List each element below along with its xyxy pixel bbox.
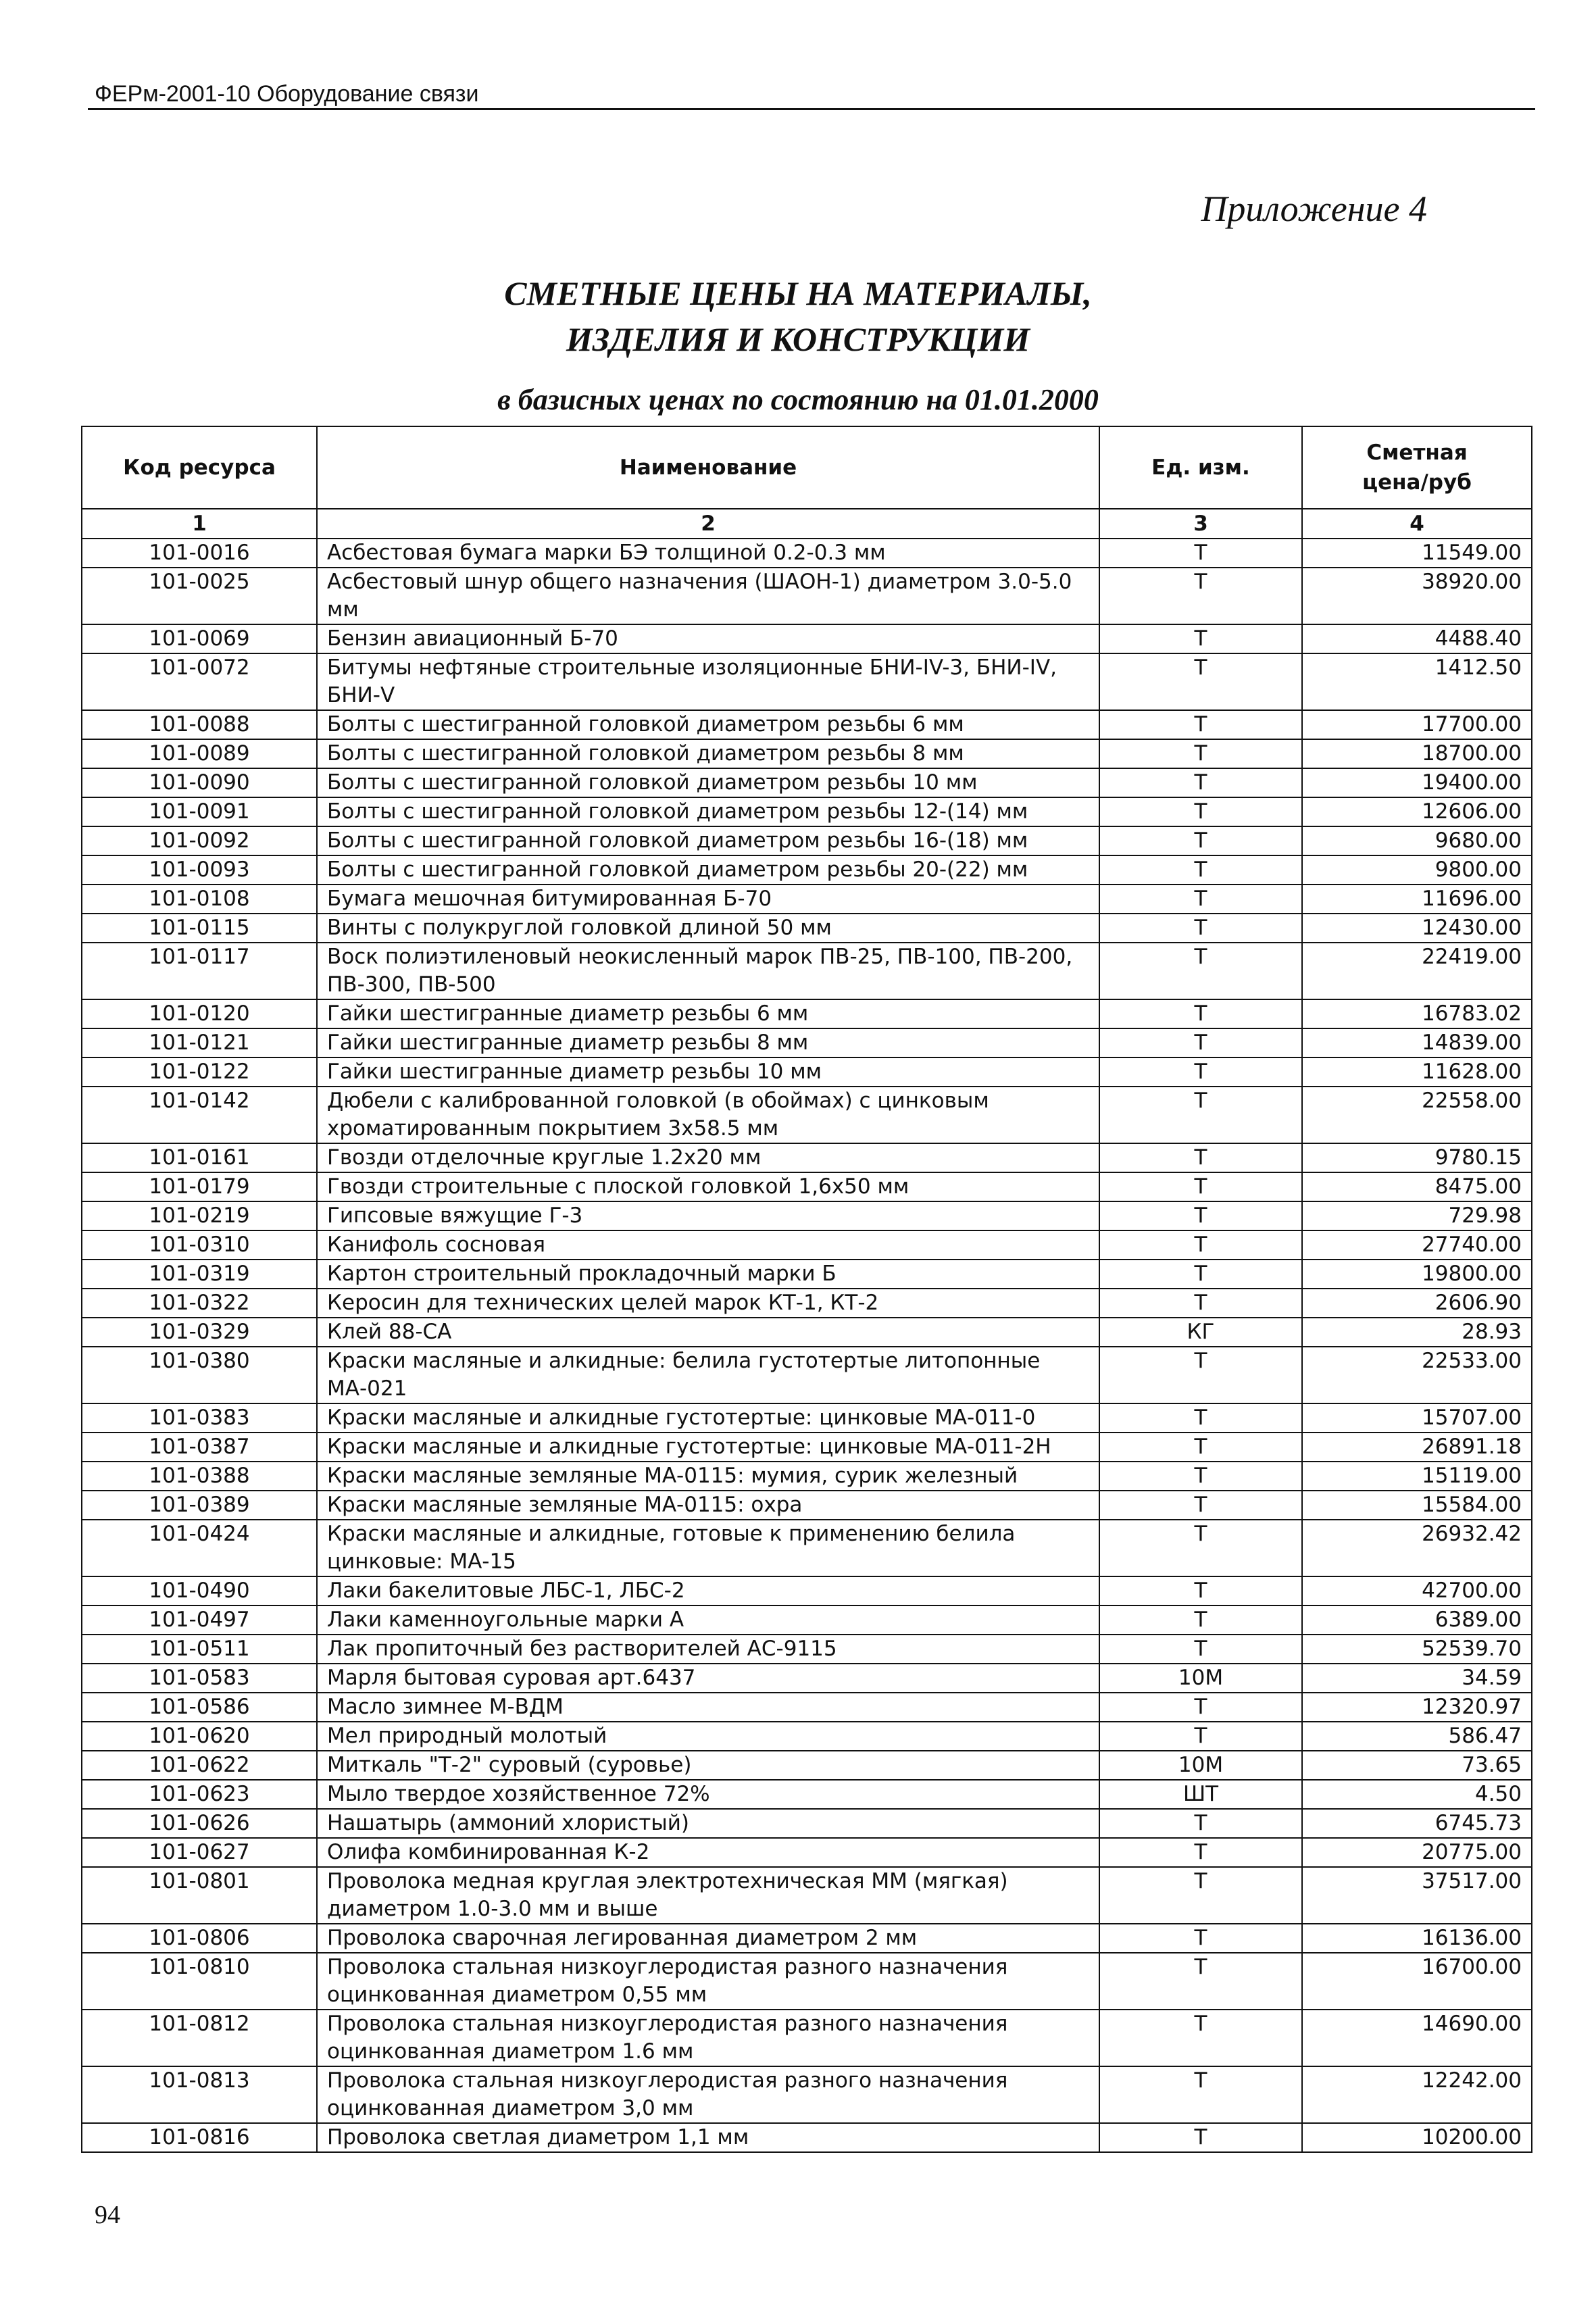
table-row <box>82 2123 1532 2152</box>
column-header-name: Наименование <box>317 426 1099 509</box>
table-row <box>82 855 1532 885</box>
table-row <box>82 653 1532 710</box>
table-row <box>82 943 1532 999</box>
cell-unit: Т <box>1099 710 1302 739</box>
appendix-label: Приложение 4 <box>1201 189 1427 229</box>
cell-unit: 10М <box>1099 1751 1302 1780</box>
cell-name: Марля бытовая суровая арт.6437 <box>317 1664 1099 1693</box>
cell-name: Проволока светлая диаметром 1,1 мм <box>317 2123 1099 2152</box>
cell-name: Болты с шестигранной головкой диаметром резьбы 10 мм <box>317 768 1099 797</box>
cell-unit: Т <box>1099 1635 1302 1664</box>
cell-unit: Т <box>1099 885 1302 914</box>
cell-name: Бензин авиационный Б-70 <box>317 624 1099 653</box>
table-row <box>82 568 1532 624</box>
table-row <box>82 999 1532 1028</box>
cell-unit: Т <box>1099 1260 1302 1289</box>
table-row <box>82 1143 1532 1172</box>
header-rule <box>88 108 1535 110</box>
cell-name: Гайки шестигранные диаметр резьбы 8 мм <box>317 1028 1099 1057</box>
cell-name: Масло зимнее М-ВДМ <box>317 1693 1099 1722</box>
cell-code: 101-0620 <box>82 1722 317 1751</box>
cell-price: 15119.00 <box>1302 1462 1532 1491</box>
cell-code: 101-0812 <box>82 2010 317 2066</box>
cell-unit: Т <box>1099 1924 1302 1953</box>
table-row <box>82 710 1532 739</box>
page-number: 94 <box>95 2201 120 2229</box>
cell-name: Лак пропиточный без растворителей АС-9115 <box>317 1635 1099 1664</box>
cell-unit: Т <box>1099 943 1302 999</box>
cell-code: 101-0806 <box>82 1924 317 1953</box>
table-row <box>82 1751 1532 1780</box>
cell-code: 101-0380 <box>82 1347 317 1403</box>
cell-name: Болты с шестигранной головкой диаметром резьбы 12-(14) мм <box>317 797 1099 826</box>
cell-name: Болты с шестигранной головкой диаметром резьбы 8 мм <box>317 739 1099 768</box>
cell-code: 101-0089 <box>82 739 317 768</box>
cell-unit: Т <box>1099 999 1302 1028</box>
table-row <box>82 1838 1532 1867</box>
cell-unit: Т <box>1099 1576 1302 1605</box>
cell-name: Краски масляные земляные МА-0115: охра <box>317 1491 1099 1520</box>
cell-unit: Т <box>1099 2066 1302 2123</box>
cell-price: 26932.42 <box>1302 1520 1532 1576</box>
cell-name: Воск полиэтиленовый неокисленный марок ПВ-25, ПВ-100, ПВ-200, ПВ-300, ПВ-500 <box>317 943 1099 999</box>
cell-code: 101-0016 <box>82 539 317 568</box>
cell-unit: Т <box>1099 1520 1302 1576</box>
cell-code: 101-0583 <box>82 1664 317 1693</box>
cell-name: Керосин для технических целей марок КТ-1, КТ-2 <box>317 1289 1099 1318</box>
cell-name: Краски масляные и алкидные, готовые к применению белила цинковые: МА-15 <box>317 1520 1099 1576</box>
cell-name: Проволока сварочная легированная диаметром 2 мм <box>317 1924 1099 1953</box>
cell-unit: Т <box>1099 1172 1302 1201</box>
cell-code: 101-0810 <box>82 1953 317 2010</box>
cell-name: Краски масляные и алкидные: белила густотертые литопонные МА-021 <box>317 1347 1099 1403</box>
cell-code: 101-0322 <box>82 1289 317 1318</box>
table-row <box>82 1057 1532 1087</box>
cell-price: 52539.70 <box>1302 1635 1532 1664</box>
cell-price: 11696.00 <box>1302 885 1532 914</box>
cell-name: Гайки шестигранные диаметр резьбы 10 мм <box>317 1057 1099 1087</box>
table-row <box>82 2066 1532 2123</box>
cell-name: Проволока стальная низкоуглеродистая разного назначения оцинкованная диаметром 0,55 мм <box>317 1953 1099 2010</box>
cell-name: Олифа комбинированная К-2 <box>317 1838 1099 1867</box>
cell-code: 101-0088 <box>82 710 317 739</box>
cell-unit: Т <box>1099 1809 1302 1838</box>
cell-code: 101-0388 <box>82 1462 317 1491</box>
cell-code: 101-0813 <box>82 2066 317 2123</box>
cell-unit: Т <box>1099 1201 1302 1230</box>
cell-code: 101-0627 <box>82 1838 317 1867</box>
cell-unit: Т <box>1099 1491 1302 1520</box>
cell-code: 101-0069 <box>82 624 317 653</box>
cell-price: 15707.00 <box>1302 1403 1532 1433</box>
cell-name: Клей 88-СА <box>317 1318 1099 1347</box>
cell-name: Дюбели с калиброванной головкой (в обоймах) с цинковым хроматированным покрытием 3х58.5 мм <box>317 1087 1099 1143</box>
column-number-2: 2 <box>317 509 1099 539</box>
cell-price: 22419.00 <box>1302 943 1532 999</box>
cell-name: Миткаль "Т-2" суровый (суровье) <box>317 1751 1099 1780</box>
cell-unit: Т <box>1099 568 1302 624</box>
table-row <box>82 1260 1532 1289</box>
column-number-4: 4 <box>1302 509 1532 539</box>
cell-price: 73.65 <box>1302 1751 1532 1780</box>
cell-unit: Т <box>1099 1057 1302 1087</box>
cell-code: 101-0623 <box>82 1780 317 1809</box>
cell-unit: Т <box>1099 624 1302 653</box>
table-row <box>82 1318 1532 1347</box>
cell-code: 101-0490 <box>82 1576 317 1605</box>
cell-unit: Т <box>1099 1347 1302 1403</box>
cell-name: Лаки бакелитовые ЛБС-1, ЛБС-2 <box>317 1576 1099 1605</box>
cell-code: 101-0622 <box>82 1751 317 1780</box>
table-row <box>82 1722 1532 1751</box>
cell-unit: Т <box>1099 1433 1302 1462</box>
document-subtitle: в базисных ценах по состоянию на 01.01.2000 <box>497 383 1099 416</box>
table-row <box>82 1780 1532 1809</box>
table-row <box>82 1605 1532 1635</box>
cell-price: 16136.00 <box>1302 1924 1532 1953</box>
cell-name: Краски масляные и алкидные густотертые: цинковые МА-011-2Н <box>317 1433 1099 1462</box>
cell-name: Гайки шестигранные диаметр резьбы 6 мм <box>317 999 1099 1028</box>
cell-unit: Т <box>1099 1462 1302 1491</box>
cell-unit: КГ <box>1099 1318 1302 1347</box>
cell-price: 12242.00 <box>1302 2066 1532 2123</box>
cell-code: 101-0142 <box>82 1087 317 1143</box>
cell-code: 101-0091 <box>82 797 317 826</box>
table-header-row <box>82 426 1532 509</box>
cell-price: 586.47 <box>1302 1722 1532 1751</box>
cell-name: Гвозди отделочные круглые 1.2х20 мм <box>317 1143 1099 1172</box>
cell-code: 101-0092 <box>82 826 317 855</box>
cell-unit: Т <box>1099 797 1302 826</box>
cell-code: 101-0115 <box>82 914 317 943</box>
table-row <box>82 1347 1532 1403</box>
cell-price: 19800.00 <box>1302 1260 1532 1289</box>
cell-name: Асбестовый шнур общего назначения (ШАОН-1) диаметром 3.0-5.0 мм <box>317 568 1099 624</box>
table-row <box>82 1953 1532 2010</box>
cell-price: 9800.00 <box>1302 855 1532 885</box>
cell-code: 101-0122 <box>82 1057 317 1087</box>
cell-price: 18700.00 <box>1302 739 1532 768</box>
table-row <box>82 914 1532 943</box>
column-number-1: 1 <box>82 509 317 539</box>
cell-unit: 10М <box>1099 1664 1302 1693</box>
cell-name: Лаки каменноугольные марки А <box>317 1605 1099 1635</box>
table-body <box>82 539 1532 2152</box>
table-row <box>82 739 1532 768</box>
table-row <box>82 1433 1532 1462</box>
cell-unit: Т <box>1099 1605 1302 1635</box>
cell-unit: Т <box>1099 1028 1302 1057</box>
cell-price: 14839.00 <box>1302 1028 1532 1057</box>
cell-name: Асбестовая бумага марки БЭ толщиной 0.2-0.3 мм <box>317 539 1099 568</box>
cell-price: 22558.00 <box>1302 1087 1532 1143</box>
cell-unit: Т <box>1099 2010 1302 2066</box>
cell-name: Бумага мешочная битумированная Б-70 <box>317 885 1099 914</box>
cell-code: 101-0801 <box>82 1867 317 1924</box>
running-header: ФЕРм-2001-10 Оборудование связи <box>95 81 479 107</box>
cell-name: Мел природный молотый <box>317 1722 1099 1751</box>
cell-unit: Т <box>1099 914 1302 943</box>
cell-unit: Т <box>1099 1087 1302 1143</box>
cell-name: Болты с шестигранной головкой диаметром резьбы 20-(22) мм <box>317 855 1099 885</box>
cell-unit: Т <box>1099 2123 1302 2152</box>
cell-code: 101-0389 <box>82 1491 317 1520</box>
cell-name: Проволока стальная низкоуглеродистая разного назначения оцинкованная диаметром 3,0 мм <box>317 2066 1099 2123</box>
cell-code: 101-0025 <box>82 568 317 624</box>
cell-code: 101-0093 <box>82 855 317 885</box>
cell-unit: Т <box>1099 1289 1302 1318</box>
cell-code: 101-0387 <box>82 1433 317 1462</box>
table-row <box>82 1403 1532 1433</box>
cell-unit: Т <box>1099 1403 1302 1433</box>
cell-price: 11628.00 <box>1302 1057 1532 1087</box>
cell-unit: Т <box>1099 1722 1302 1751</box>
table-row <box>82 1230 1532 1260</box>
table-row <box>82 1520 1532 1576</box>
cell-name: Краски масляные земляные МА-0115: мумия, сурик железный <box>317 1462 1099 1491</box>
cell-unit: Т <box>1099 1867 1302 1924</box>
cell-name: Нашатырь (аммоний хлористый) <box>317 1809 1099 1838</box>
table-row <box>82 768 1532 797</box>
title-line-1: СМЕТНЫЕ ЦЕНЫ НА МАТЕРИАЛЫ, <box>504 274 1092 312</box>
cell-price: 19400.00 <box>1302 768 1532 797</box>
cell-code: 101-0626 <box>82 1809 317 1838</box>
cell-unit: Т <box>1099 1230 1302 1260</box>
cell-name: Проволока медная круглая электротехническая ММ (мягкая) диаметром 1.0-3.0 мм и выше <box>317 1867 1099 1924</box>
cell-code: 101-0121 <box>82 1028 317 1057</box>
table-row <box>82 1462 1532 1491</box>
cell-code: 101-0310 <box>82 1230 317 1260</box>
table-row <box>82 885 1532 914</box>
cell-code: 101-0511 <box>82 1635 317 1664</box>
table-row <box>82 1635 1532 1664</box>
column-number-3: 3 <box>1099 509 1302 539</box>
cell-price: 15584.00 <box>1302 1491 1532 1520</box>
cell-price: 38920.00 <box>1302 568 1532 624</box>
column-header-price-text: Сметная цена/руб <box>1362 441 1472 495</box>
column-header-unit: Ед. изм. <box>1099 426 1302 509</box>
cell-name: Канифоль сосновая <box>317 1230 1099 1260</box>
title-line-2: ИЗДЕЛИЯ И КОНСТРУКЦИИ <box>566 320 1030 358</box>
cell-code: 101-0219 <box>82 1201 317 1230</box>
cell-unit: Т <box>1099 739 1302 768</box>
table-row <box>82 624 1532 653</box>
cell-unit: Т <box>1099 539 1302 568</box>
cell-unit: Т <box>1099 1953 1302 2010</box>
table-row <box>82 1924 1532 1953</box>
cell-price: 42700.00 <box>1302 1576 1532 1605</box>
cell-name: Болты с шестигранной головкой диаметром резьбы 16-(18) мм <box>317 826 1099 855</box>
cell-code: 101-0120 <box>82 999 317 1028</box>
cell-name: Винты с полукруглой головкой длиной 50 мм <box>317 914 1099 943</box>
cell-name: Битумы нефтяные строительные изоляционные БНИ-IV-3, БНИ-IV, БНИ-V <box>317 653 1099 710</box>
table-row <box>82 826 1532 855</box>
cell-name: Проволока стальная низкоуглеродистая разного назначения оцинкованная диаметром 1.6 мм <box>317 2010 1099 2066</box>
document-title <box>0 270 1596 362</box>
cell-price: 2606.90 <box>1302 1289 1532 1318</box>
cell-name: Гипсовые вяжущие Г-3 <box>317 1201 1099 1230</box>
cell-code: 101-0161 <box>82 1143 317 1172</box>
cell-code: 101-0497 <box>82 1605 317 1635</box>
cell-code: 101-0072 <box>82 653 317 710</box>
cell-price: 1412.50 <box>1302 653 1532 710</box>
cell-unit: Т <box>1099 855 1302 885</box>
table-row <box>82 1087 1532 1143</box>
table-row <box>82 1576 1532 1605</box>
cell-name: Картон строительный прокладочный марки Б <box>317 1260 1099 1289</box>
cell-price: 22533.00 <box>1302 1347 1532 1403</box>
cell-code: 101-0383 <box>82 1403 317 1433</box>
column-header-price <box>1302 426 1532 509</box>
table-row <box>82 1809 1532 1838</box>
table-row <box>82 1201 1532 1230</box>
table-row <box>82 797 1532 826</box>
cell-code: 101-0319 <box>82 1260 317 1289</box>
cell-code: 101-0816 <box>82 2123 317 2152</box>
cell-price: 12320.97 <box>1302 1693 1532 1722</box>
table-row <box>82 539 1532 568</box>
table-row <box>82 1289 1532 1318</box>
cell-price: 9680.00 <box>1302 826 1532 855</box>
cell-price: 12430.00 <box>1302 914 1532 943</box>
cell-unit: ШТ <box>1099 1780 1302 1809</box>
cell-code: 101-0424 <box>82 1520 317 1576</box>
cell-price: 14690.00 <box>1302 2010 1532 2066</box>
cell-code: 101-0090 <box>82 768 317 797</box>
cell-price: 26891.18 <box>1302 1433 1532 1462</box>
cell-price: 37517.00 <box>1302 1867 1532 1924</box>
cell-price: 6745.73 <box>1302 1809 1532 1838</box>
cell-name: Краски масляные и алкидные густотертые: цинковые МА-011-0 <box>317 1403 1099 1433</box>
cell-price: 4.50 <box>1302 1780 1532 1809</box>
cell-unit: Т <box>1099 768 1302 797</box>
cell-unit: Т <box>1099 1838 1302 1867</box>
cell-price: 9780.15 <box>1302 1143 1532 1172</box>
cell-price: 4488.40 <box>1302 624 1532 653</box>
table-row <box>82 1867 1532 1924</box>
cell-price: 10200.00 <box>1302 2123 1532 2152</box>
table-row <box>82 1693 1532 1722</box>
cell-price: 12606.00 <box>1302 797 1532 826</box>
table-row <box>82 1172 1532 1201</box>
table-row <box>82 2010 1532 2066</box>
cell-code: 101-0117 <box>82 943 317 999</box>
cell-code: 101-0586 <box>82 1693 317 1722</box>
cell-unit: Т <box>1099 1143 1302 1172</box>
cell-name: Мыло твердое хозяйственное 72% <box>317 1780 1099 1809</box>
table-row <box>82 1028 1532 1057</box>
cell-price: 6389.00 <box>1302 1605 1532 1635</box>
cell-price: 34.59 <box>1302 1664 1532 1693</box>
table-row <box>82 1491 1532 1520</box>
cell-price: 16700.00 <box>1302 1953 1532 2010</box>
cell-price: 16783.02 <box>1302 999 1532 1028</box>
cell-price: 11549.00 <box>1302 539 1532 568</box>
cell-code: 101-0329 <box>82 1318 317 1347</box>
table-row <box>82 1664 1532 1693</box>
table-column-numbers-row <box>82 509 1532 539</box>
cell-name: Болты с шестигранной головкой диаметром резьбы 6 мм <box>317 710 1099 739</box>
cell-code: 101-0179 <box>82 1172 317 1201</box>
column-header-code: Код ресурса <box>82 426 317 509</box>
cell-price: 20775.00 <box>1302 1838 1532 1867</box>
price-table <box>81 426 1532 2153</box>
cell-unit: Т <box>1099 653 1302 710</box>
cell-price: 28.93 <box>1302 1318 1532 1347</box>
cell-name: Гвозди строительные с плоской головкой 1,6х50 мм <box>317 1172 1099 1201</box>
cell-price: 17700.00 <box>1302 710 1532 739</box>
cell-code: 101-0108 <box>82 885 317 914</box>
cell-price: 8475.00 <box>1302 1172 1532 1201</box>
cell-price: 27740.00 <box>1302 1230 1532 1260</box>
cell-unit: Т <box>1099 1693 1302 1722</box>
cell-unit: Т <box>1099 826 1302 855</box>
cell-price: 729.98 <box>1302 1201 1532 1230</box>
